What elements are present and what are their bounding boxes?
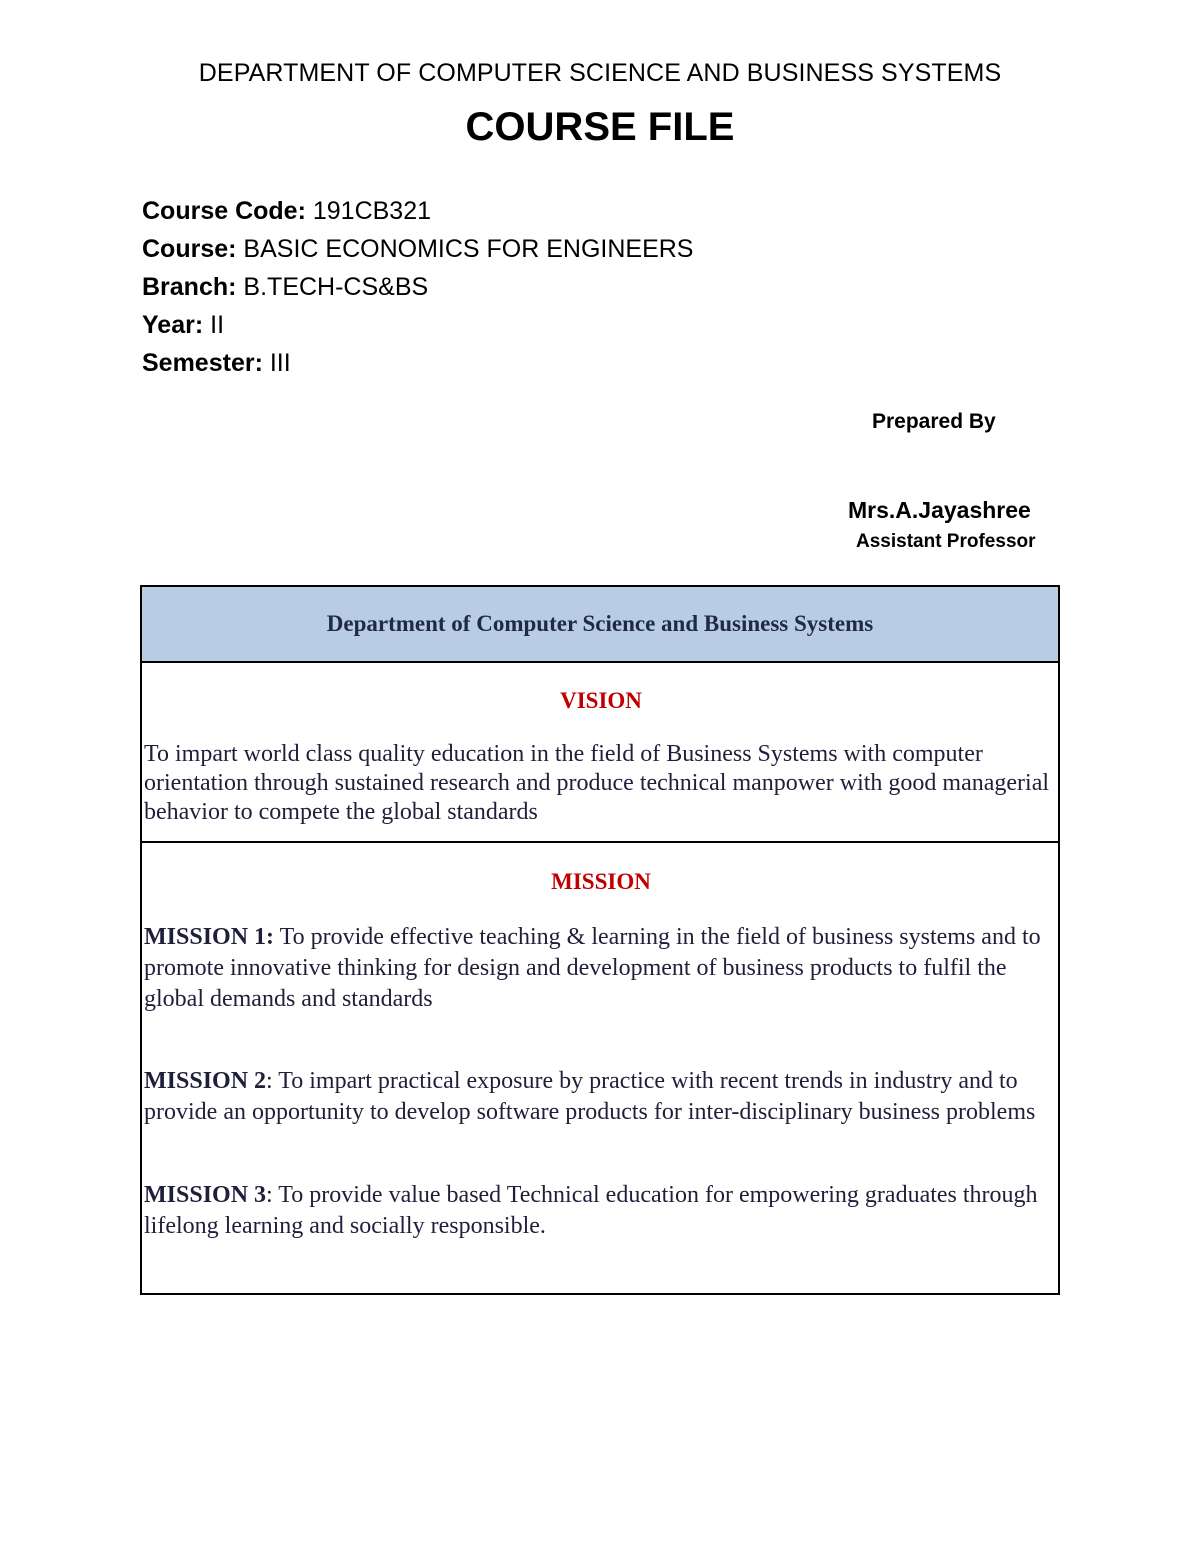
semester-value: III xyxy=(269,349,291,377)
mission-2-label: MISSION 2 xyxy=(144,1068,267,1094)
course-code-row xyxy=(142,192,693,230)
course-name-value: BASIC ECONOMICS FOR ENGINEERS xyxy=(243,235,694,263)
year-row xyxy=(142,306,693,344)
course-name-row xyxy=(142,230,693,268)
course-code-value: 191CB321 xyxy=(312,197,432,225)
vision-heading: VISION xyxy=(560,688,642,713)
mission-2-text: : To impart practical exposure by practice with recent trends in industry and to provide an opportunity to develop software products for inter-disciplinary business problems xyxy=(144,1068,1036,1125)
vision-section xyxy=(142,663,1058,843)
year-label: Year: xyxy=(142,311,204,339)
mission-3-label: MISSION 3 xyxy=(144,1182,267,1208)
mission-1-label: MISSION 1: xyxy=(144,924,275,950)
preparer-name: Mrs.A.Jayashree xyxy=(848,497,1031,523)
mission-3-text: : To provide value based Technical education for empowering graduates through lifelong learning and socially responsible. xyxy=(144,1182,1038,1239)
mission-section xyxy=(142,843,1058,1293)
branch-label: Branch: xyxy=(142,273,237,301)
semester-row xyxy=(142,344,693,382)
branch-value: B.TECH-CS&BS xyxy=(243,273,429,301)
preparer-designation: Assistant Professor xyxy=(856,531,1036,552)
mission-item-2 xyxy=(144,1066,1058,1128)
mission-heading: MISSION xyxy=(551,869,651,894)
mission-1-text: To provide effective teaching & learning in the field of business systems and to promote innovative thinking for design and development of business products to fulfil the global demands and standards xyxy=(144,924,1041,1012)
course-name-label: Course: xyxy=(142,235,237,263)
semester-label: Semester: xyxy=(142,349,263,377)
mission-item-3 xyxy=(144,1180,1058,1242)
table-heading: Department of Computer Science and Business Systems xyxy=(142,587,1058,663)
document-title: COURSE FILE xyxy=(465,105,735,149)
course-info xyxy=(142,192,693,382)
mission-item-1 xyxy=(144,922,1058,1015)
vision-mission-table xyxy=(140,585,1060,1295)
course-code-label: Course Code: xyxy=(142,197,306,225)
department-title: DEPARTMENT OF COMPUTER SCIENCE AND BUSINESS SYSTEMS xyxy=(198,59,1002,87)
prepared-by-label: Prepared By xyxy=(872,410,996,433)
page-header xyxy=(0,56,1200,154)
year-value: II xyxy=(210,311,225,339)
branch-row xyxy=(142,268,693,306)
vision-text: To impart world class quality education in the field of Business Systems with computer orientation through sustained research and produce technical manpower with good managerial behavior to compete the global standards xyxy=(144,741,1050,825)
